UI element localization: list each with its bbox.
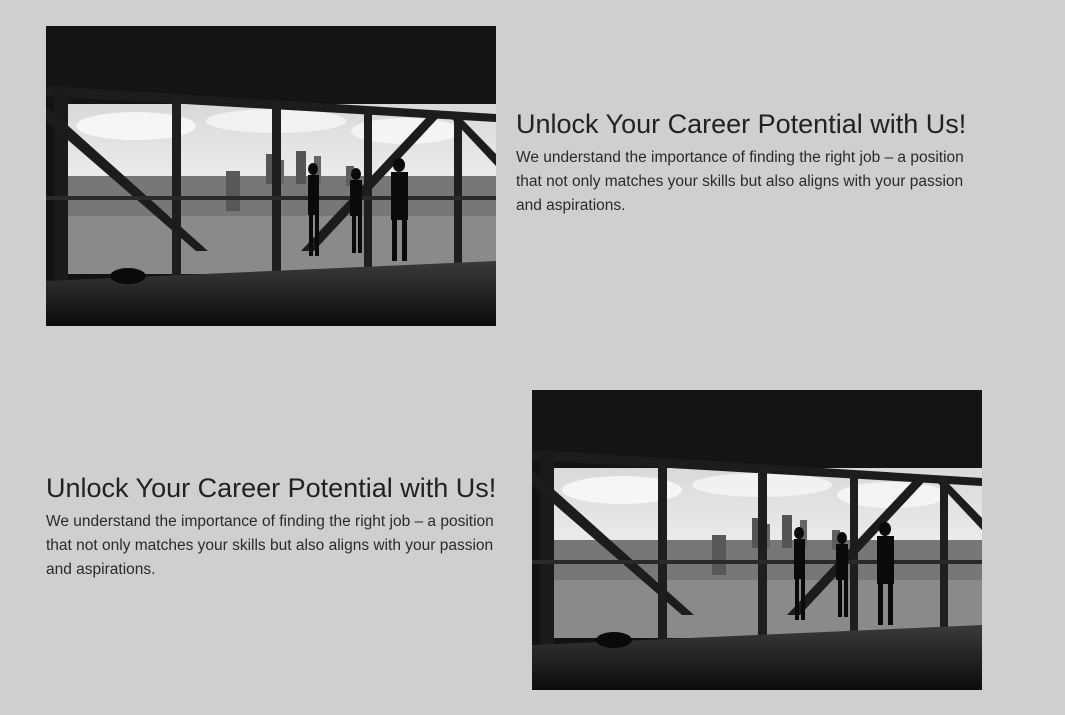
office-city-view-photo	[532, 390, 982, 690]
feature-text-block	[516, 108, 986, 218]
office-city-view-photo	[46, 26, 496, 326]
feature-image	[46, 26, 496, 326]
feature-title: Unlock Your Career Potential with Us!	[46, 473, 497, 503]
feature-text-block	[46, 472, 516, 582]
feature-description: We understand the importance of finding the right job – a position that not only matches your skills but also aligns with your passion and aspirations.	[516, 149, 964, 214]
feature-image	[532, 390, 982, 690]
feature-title: Unlock Your Career Potential with Us!	[516, 109, 967, 139]
feature-description: We understand the importance of finding the right job – a position that not only matches your skills but also aligns with your passion and aspirations.	[46, 513, 494, 578]
